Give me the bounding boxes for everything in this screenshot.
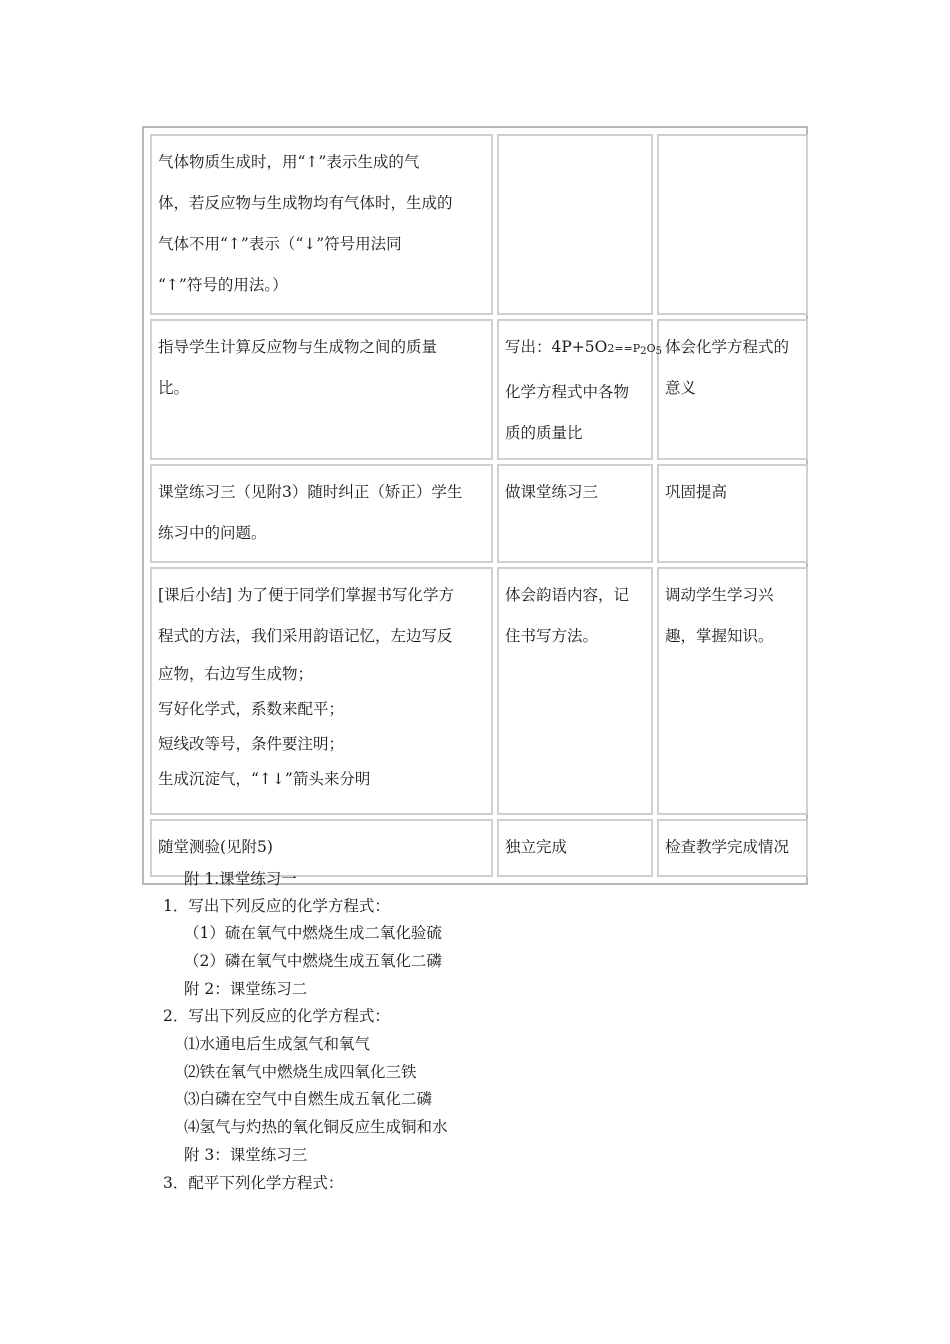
exercise-item: （1）硫在氧气中燃烧生成二氧化验硫 bbox=[184, 924, 442, 942]
equation-oxygen: O bbox=[646, 342, 656, 355]
cell-text-line: 巩固提高 bbox=[665, 483, 728, 501]
exercise-item: ⑵铁在氧气中燃烧生成四氧化三铁 bbox=[184, 1063, 417, 1081]
cell-text-line: 应物，右边写生成物； bbox=[158, 665, 314, 683]
cell-text-line: 生成沉淀气，“↑↓”箭头来分明 bbox=[158, 770, 371, 788]
exercise-question: 3．配平下列化学方程式： bbox=[163, 1174, 344, 1192]
purpose-cell bbox=[657, 319, 808, 460]
cell-text-line: 比。 bbox=[158, 379, 190, 397]
cell-text-line: 程式的方法，我们采用韵语记忆，左边写反 bbox=[158, 627, 453, 645]
cell-text-line: 体，若反应物与生成物均有气体时，生成的 bbox=[158, 194, 453, 212]
exercise-item: ⑴水通电后生成氢气和氧气 bbox=[184, 1035, 371, 1053]
teacher-activity-cell bbox=[150, 567, 493, 815]
exercise-question: 1．写出下列反应的化学方程式： bbox=[163, 897, 390, 915]
equation-prefix: 写出：4P+5O bbox=[505, 338, 608, 356]
cell-text-line: 化学方程式中各物 bbox=[505, 383, 630, 401]
equation-tail: 2==P bbox=[607, 342, 641, 355]
cell-text-line: [课后小结] 为了便于同学们掌握书写化学方 bbox=[158, 586, 455, 604]
cell-text-line: 短线改等号，条件要注明； bbox=[158, 735, 345, 753]
appendix-heading: 附 3：课堂练习三 bbox=[184, 1146, 308, 1164]
table-row bbox=[150, 464, 808, 563]
table-row bbox=[150, 134, 808, 315]
exercise-item: ⑷氢气与灼热的氧化铜反应生成铜和水 bbox=[184, 1118, 448, 1136]
student-activity-cell bbox=[497, 819, 653, 877]
exercise-item: ⑶白磷在空气中自燃生成五氧化二磷 bbox=[184, 1090, 433, 1108]
teacher-activity-cell bbox=[150, 464, 493, 563]
purpose-cell bbox=[657, 134, 808, 315]
cell-text-line: 质的质量比 bbox=[505, 424, 583, 442]
equation-subscript: 2 bbox=[640, 346, 647, 357]
cell-text-line: 独立完成 bbox=[505, 838, 568, 856]
equation-subscript: 5 bbox=[655, 346, 662, 357]
teacher-activity-cell bbox=[150, 134, 493, 315]
cell-text-line: 课堂练习三（见附3）随时纠正（矫正）学生 bbox=[158, 483, 463, 501]
purpose-cell bbox=[657, 567, 808, 815]
cell-text-line: 写好化学式，系数来配平； bbox=[158, 700, 345, 718]
student-activity-cell bbox=[497, 134, 653, 315]
purpose-cell bbox=[657, 464, 808, 563]
appendix-heading: 附 1.课堂练习一 bbox=[184, 870, 297, 888]
exercise-item: （2）磷在氧气中燃烧生成五氧化二磷 bbox=[184, 952, 442, 970]
student-activity-cell bbox=[497, 464, 653, 563]
purpose-cell bbox=[657, 819, 808, 877]
cell-text-line: 随堂测验(见附5) bbox=[158, 838, 273, 856]
cell-text-line: 调动学生学习兴 bbox=[665, 586, 774, 604]
student-activity-cell bbox=[497, 567, 653, 815]
cell-text-line: 住书写方法。 bbox=[505, 627, 599, 645]
appendix-heading: 附 2：课堂练习二 bbox=[184, 980, 308, 998]
cell-text-line: 体会化学方程式的 bbox=[665, 338, 790, 356]
cell-text-line: “↑”符号的用法。） bbox=[158, 276, 288, 294]
cell-text-line: 练习中的问题。 bbox=[158, 524, 267, 542]
cell-text-line: 指导学生计算反应物与生成物之间的质量 bbox=[158, 338, 438, 356]
cell-text-line: 体会韵语内容，记 bbox=[505, 586, 630, 604]
table-row bbox=[150, 567, 808, 815]
equation-line bbox=[505, 327, 662, 372]
lesson-plan-table bbox=[142, 126, 808, 885]
teacher-activity-cell bbox=[150, 319, 493, 460]
cell-text-line: 气体不用“↑”表示（“↓”符号用法同 bbox=[158, 235, 402, 253]
cell-text-line: 做课堂练习三 bbox=[505, 483, 599, 501]
student-activity-cell bbox=[497, 319, 662, 460]
cell-text-line: 趣，掌握知识。 bbox=[665, 627, 774, 645]
table-row bbox=[150, 319, 808, 460]
cell-text-line: 意义 bbox=[665, 379, 697, 397]
exercise-question: 2．写出下列反应的化学方程式： bbox=[163, 1007, 390, 1025]
cell-text-line: 气体物质生成时，用“↑”表示生成的气 bbox=[158, 153, 420, 171]
cell-text-line: 检查教学完成情况 bbox=[665, 838, 790, 856]
